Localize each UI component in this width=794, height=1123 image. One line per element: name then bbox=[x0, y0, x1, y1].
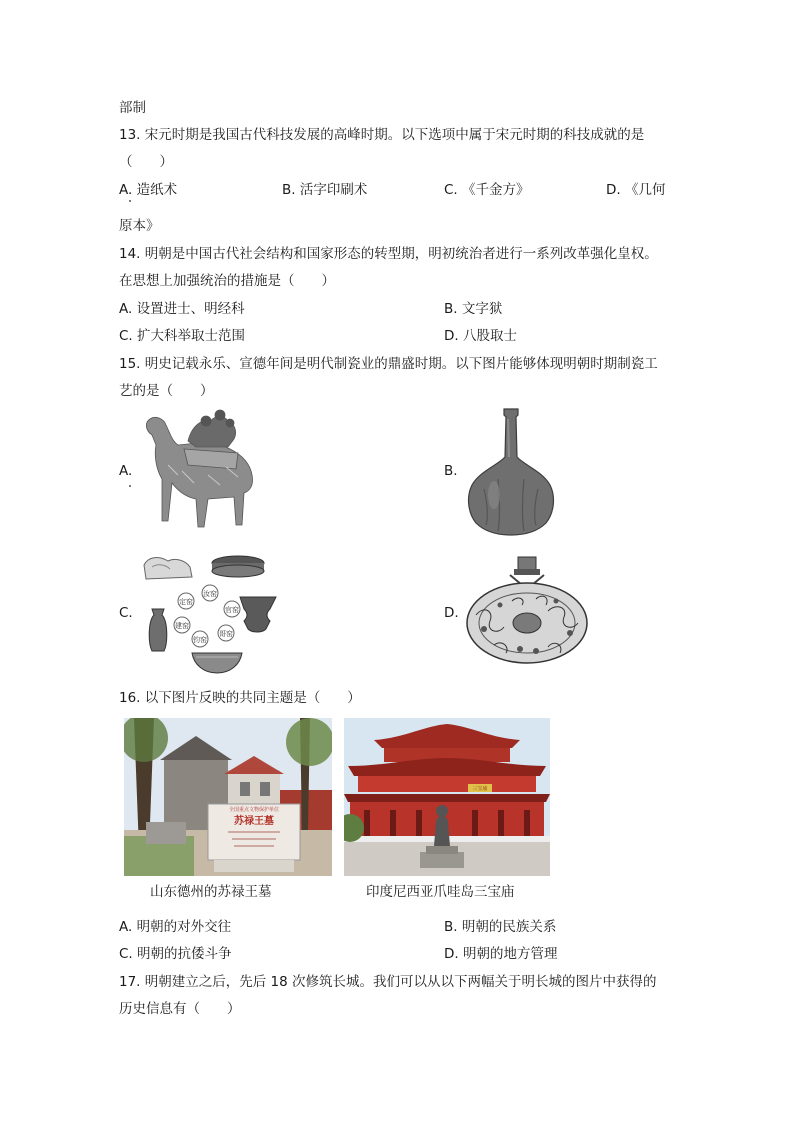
dot-mark bbox=[129, 485, 131, 487]
q13-option-d-cont: 原本》 bbox=[119, 218, 160, 234]
q17-stem-line2: 历史信息有（ ） bbox=[119, 1001, 241, 1017]
q15-option-b: B. bbox=[444, 463, 458, 479]
kiln-label-1: 定窑 bbox=[179, 598, 193, 606]
dot-mark bbox=[129, 200, 131, 202]
stele-top-text: 全国重点文物保护单位 bbox=[228, 807, 280, 813]
q14-option-b: B. 文字狱 bbox=[444, 301, 503, 317]
q14-option-a: A. 设置进士、明经科 bbox=[119, 301, 245, 317]
q16-stem: 16. 以下图片反映的共同主题是（ ） bbox=[119, 690, 361, 706]
q16-option-b: B. 明朝的民族关系 bbox=[444, 919, 557, 935]
stele-title-text: 苏禄王墓 bbox=[234, 816, 274, 827]
q12-tail: 部制 bbox=[119, 100, 146, 116]
sam-poo-kong-temple-photo bbox=[344, 718, 550, 876]
song-five-kilns-collage-image bbox=[138, 547, 280, 679]
q13-option-c: C. 《千金方》 bbox=[444, 182, 530, 198]
caption-sam-poo-kong: 印度尼西亚爪哇岛三宝庙 bbox=[366, 884, 515, 900]
q15-stem-line1: 15. 明史记载永乐、宣德年间是明代制瓷业的鼎盛时期。以下图片能够体现明朝时期制瓷工 bbox=[119, 356, 658, 372]
kiln-label-6: 建窑 bbox=[175, 622, 189, 630]
tang-camel-figure-image bbox=[138, 405, 264, 533]
q14-option-d: D. 八股取士 bbox=[444, 328, 517, 344]
q17-stem-line1: 17. 明朝建立之后，先后 18 次修筑长城。我们可以从以下两幅关于明长城的图片中获得的 bbox=[119, 974, 657, 990]
caption-sulu-tomb: 山东德州的苏禄王墓 bbox=[150, 884, 272, 900]
q16-option-d: D. 明朝的地方管理 bbox=[444, 946, 558, 962]
q13-option-a: A. 造纸术 bbox=[119, 182, 178, 198]
q15-option-d: D. bbox=[444, 605, 459, 621]
q15-option-a: A. bbox=[119, 463, 133, 479]
kiln-label-2: 汝窑 bbox=[203, 590, 217, 598]
q13-paren: （ ） bbox=[119, 154, 173, 170]
q14-stem-line2: 在思想上加强统治的措施是（ ） bbox=[119, 273, 335, 289]
kiln-label-5: 钧窑 bbox=[193, 636, 207, 644]
q13-option-b: B. 活字印刷术 bbox=[282, 182, 368, 198]
blue-white-flask-image bbox=[464, 555, 590, 667]
q13-option-d: D. 《几何 bbox=[606, 182, 666, 198]
q15-option-c: C. bbox=[119, 605, 133, 621]
q16-option-c: C. 明朝的抗倭斗争 bbox=[119, 946, 232, 962]
q15-stem-line2: 艺的是（ ） bbox=[119, 383, 214, 399]
long-neck-vase-image bbox=[464, 405, 558, 539]
temple-sign-text: 三宝庙 bbox=[472, 786, 488, 792]
q14-option-c: C. 扩大科举取士范围 bbox=[119, 328, 246, 344]
q16-option-a: A. 明朝的对外交往 bbox=[119, 919, 232, 935]
kiln-label-3: 官窑 bbox=[225, 606, 239, 614]
q14-stem-line1: 14. 明朝是中国古代社会结构和国家形态的转型期，明初统治者进行一系列改革强化皇权。 bbox=[119, 246, 658, 262]
q13-stem: 13. 宋元时期是我国古代科技发展的高峰时期。以下选项中属于宋元时期的科技成就的是 bbox=[119, 127, 645, 143]
sulu-king-tomb-photo bbox=[124, 718, 332, 876]
kiln-label-4: 哥窑 bbox=[219, 630, 233, 638]
